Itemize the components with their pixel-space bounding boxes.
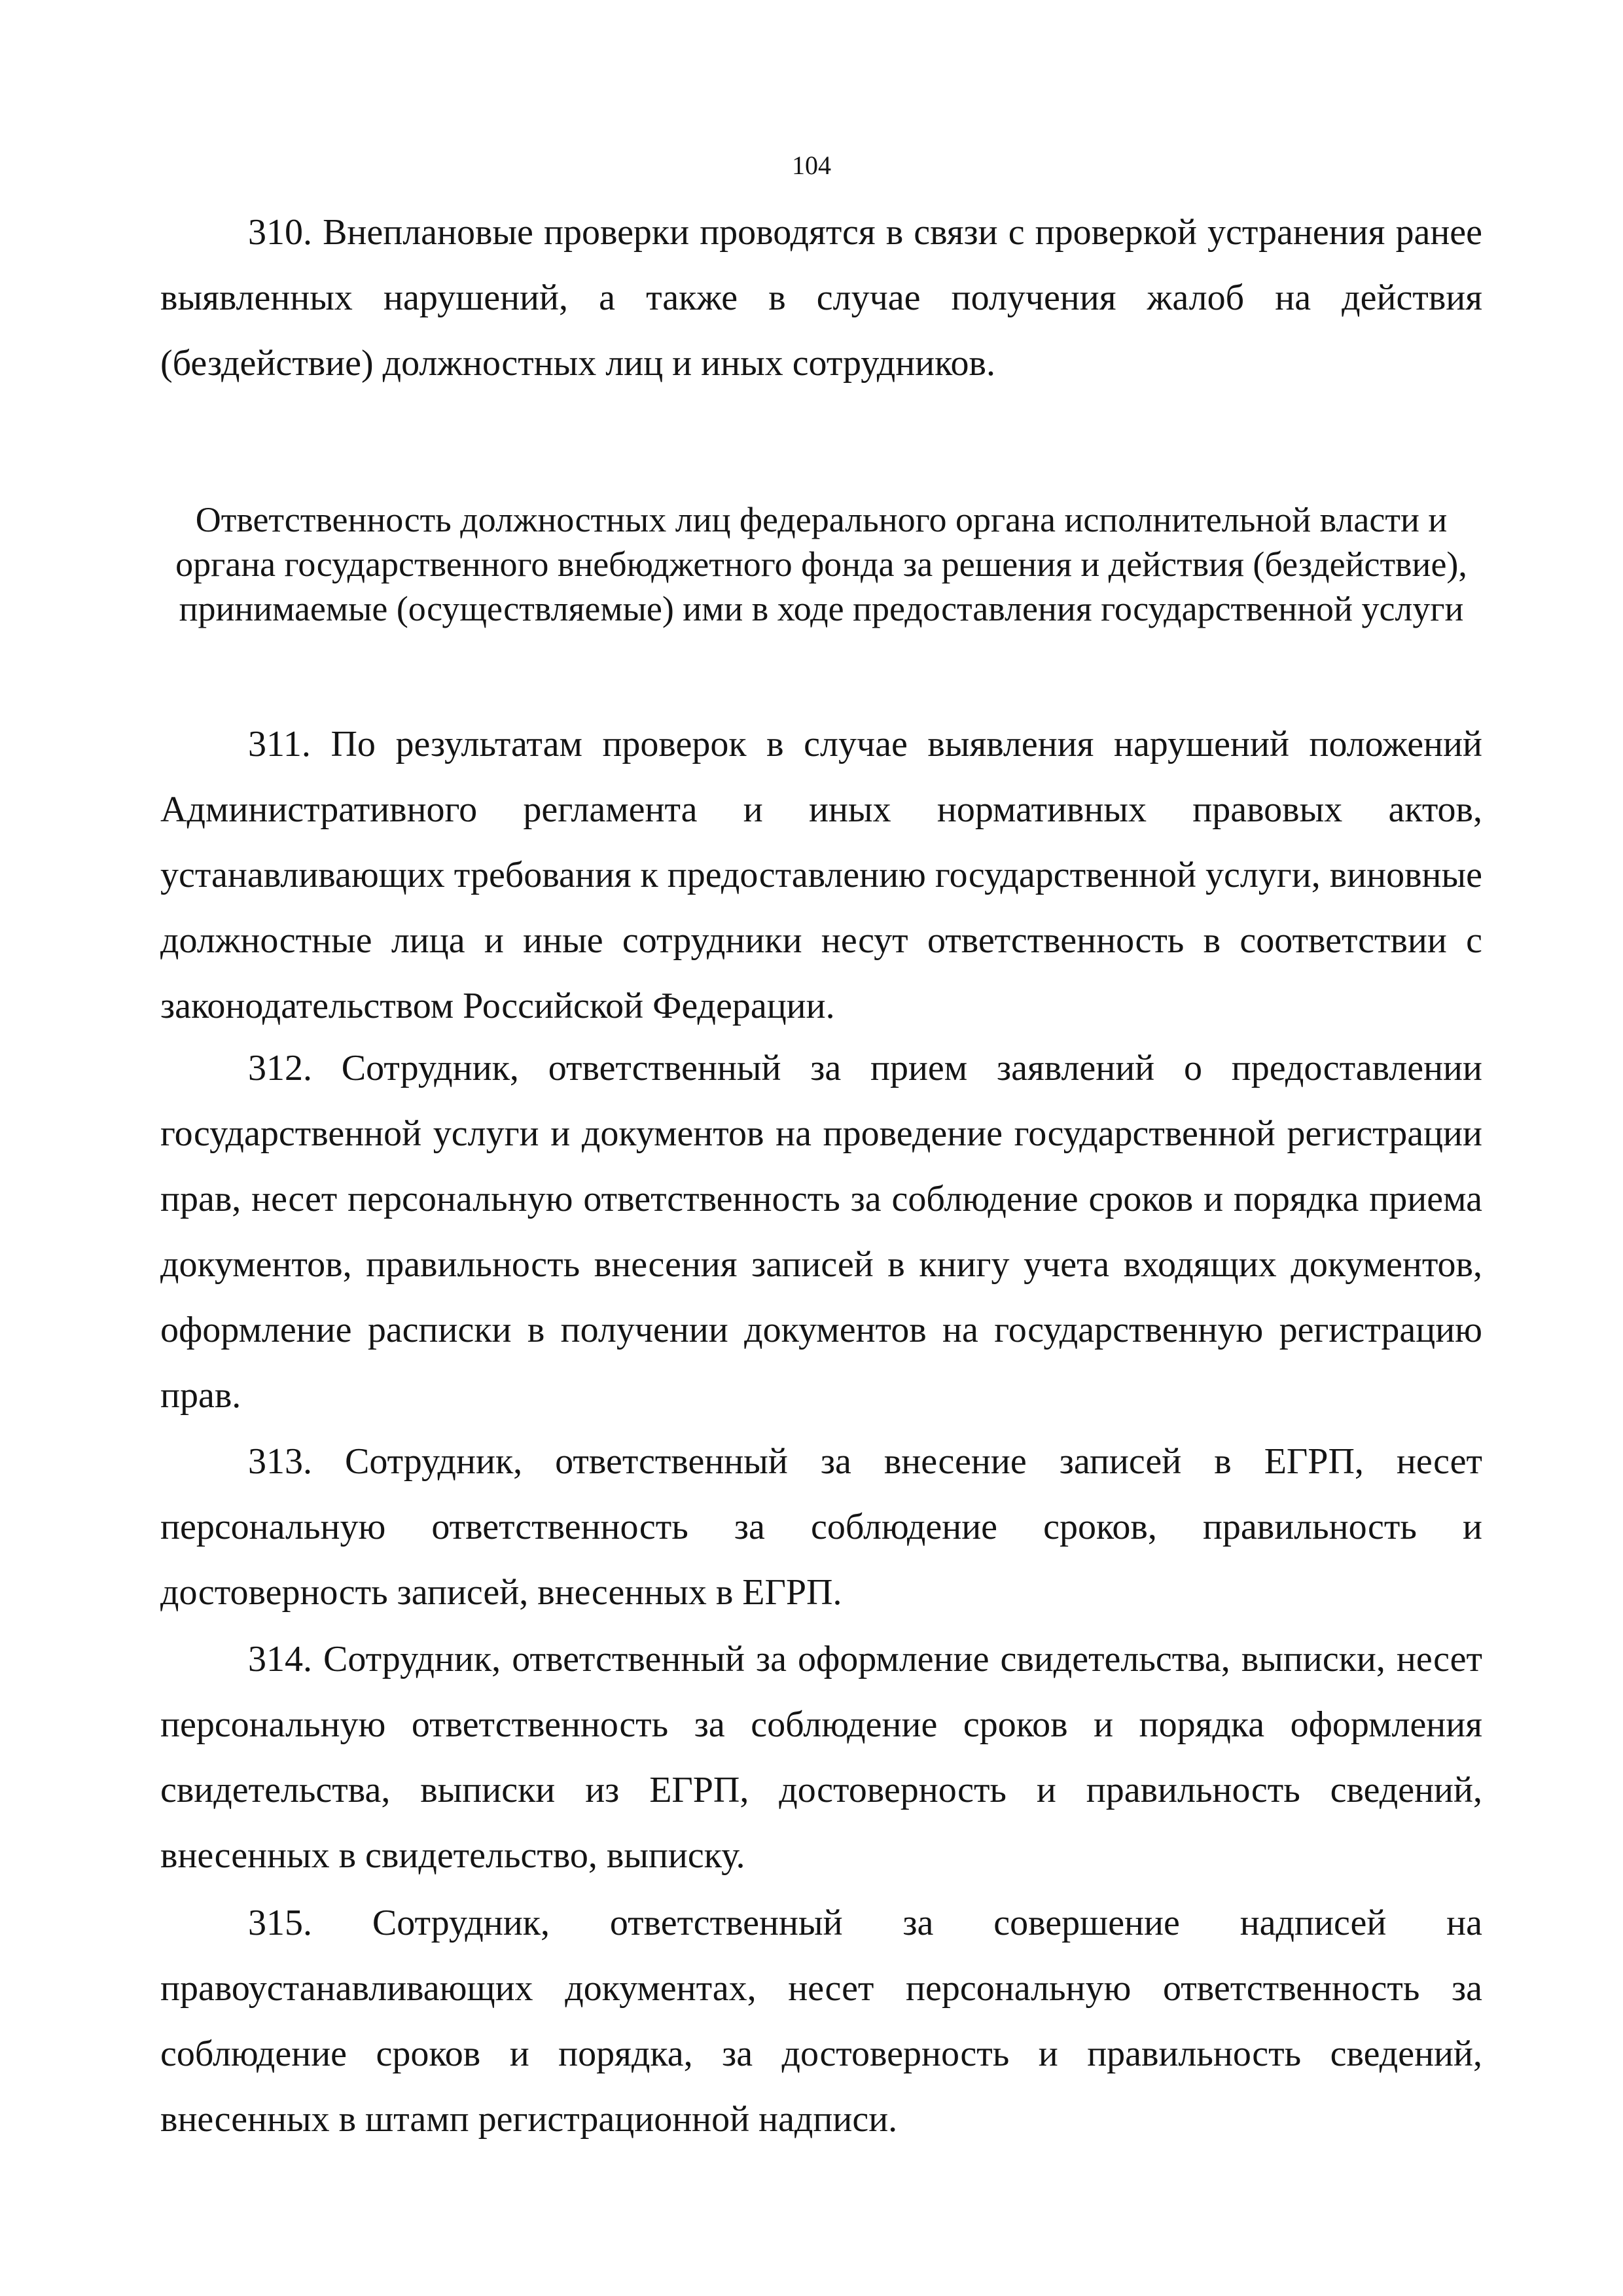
paragraph-311: 311. По результатам проверок в случае выявления нарушений положений Административного регламента и иных нормативных правовых актов, устанавливающих требования к предоставлению государственной услуги, виновные должностные лица и иные сотрудники несут ответственность в соответствии с законодательством Российской Федерации. [160, 724, 1482, 1026]
paragraph-312: 312. Сотрудник, ответственный за прием заявлений о предоставлении государственной услуги и документов на проведение государственной регистрации прав, несет персональную ответственность за соблюдение сроков и порядка приема документов, правильность внесения записей в книгу учета входящих документов, оформление расписки в получении документов на государственную регистрацию прав. [160, 1048, 1482, 1416]
paragraph-313: 313. Сотрудник, ответственный за внесение записей в ЕГРП, несет персональную ответственность за соблюдение сроков, правильность и достоверность записей, внесенных в ЕГРП. [160, 1441, 1482, 1613]
section-heading: Ответственность должностных лиц федерального органа исполнительной власти и органа государственного внебюджетного фонда за решения и действия (бездействие), принимаемые (осуществляемые) ими в ходе предоставления государственной услуги [175, 500, 1467, 628]
paragraph-315: 315. Сотрудник, ответственный за совершение надписей на правоустанавливающих документах, несет персональную ответственность за соблюдение сроков и порядка, за достоверность и правильность сведений, внесенных в штамп регистрационной надписи. [160, 1903, 1482, 2140]
paragraph-314: 314. Сотрудник, ответственный за оформление свидетельства, выписки, несет персональную ответственность за соблюдение сроков и порядка оформления свидетельства, выписки из ЕГРП, достоверность и правильность сведений, внесенных в свидетельство, выписку. [160, 1639, 1482, 1876]
paragraph-310: 310. Внеплановые проверки проводятся в связи с проверкой устранения ранее выявленных нарушений, а также в случае получения жалоб на действия (бездействие) должностных лиц и иных сотрудников. [160, 212, 1482, 384]
page-number: 104 [792, 151, 831, 180]
